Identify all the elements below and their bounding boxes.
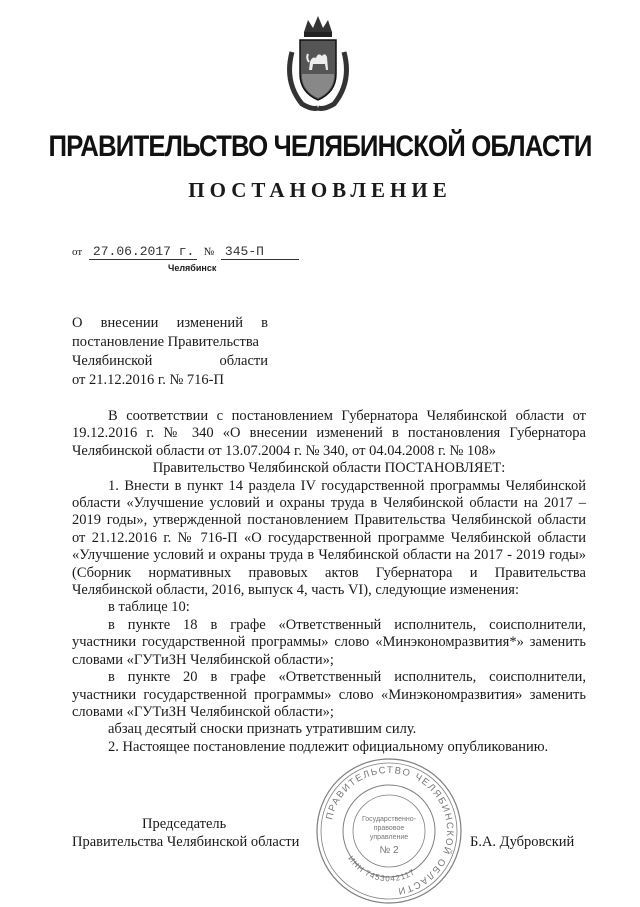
body-paragraph: в пункте 18 в графе «Ответственный исполнитель, соисполнители, участники государственной программы» слово «Минэкономразвития*» заменить словами «ГУТиЗН Челябинской области»; [72,616,586,668]
stamp-bottom-text: ИНН 7453042117 [346,854,417,884]
stamp-center-line1: Государственно- [361,816,417,823]
date-number-line [72,244,303,260]
svg-text:ИНН 7453042117 [346,854,417,883]
organization-title: ПРАВИТЕЛЬСТВО ЧЕЛЯБИНСКОЙ ОБЛАСТИ [48,130,592,163]
signatory-position-line2: Правительства Челябинской области [72,834,300,850]
official-seal-stamp [313,755,465,907]
subject-line: от 21.12.2016 г. № 716-П [72,372,224,388]
document-number: 345-П [221,244,299,260]
subject-line: О внесении изменений в [72,315,268,331]
stamp-center-line3: управление [369,834,409,841]
subject-block [72,314,268,390]
body-paragraph: 1. Внести в пункт 14 раздела IV государственной программы Челябинской области «Улучшение условий и охраны труда в Челябинской области на 2017 – 2019 годы», утвержденной постановлением Правительства Челябинской области от 21.12.2016 г. № 716-П «О государственной программе Челябинской области «Улучшение условий и охраны труда в Челябинской области на 2017 - 2019 годы» (Сборник нормативных правовых актов Губернатора и Правительства Челябинской области, 2016, выпуск 4, часть VI), следующие изменения: [72,477,586,599]
signatory-position-line1: Председатель [142,816,227,832]
body-paragraph: в пункте 20 в графе «Ответственный исполнитель, соисполнители, участники государственной программы» слово «Минэкономразвития» заменить словами «ГУТиЗН Челябинской области»; [72,669,586,720]
body-paragraph: в таблице 10: [108,599,190,616]
document-type: ПОСТАНОВЛЕНИЕ [188,178,452,202]
stamp-ring-text: ПРАВИТЕЛЬСТВО ЧЕЛЯБИНСКОЙ ОБЛАСТИ [324,764,456,897]
document-body [72,408,586,756]
subject-line: Челябинской области [72,353,268,369]
stamp-center-number: № 2 [379,845,399,856]
body-paragraph: абзац десятый сноски признать утратившим силу. [108,721,417,738]
coat-of-arms-emblem [282,12,354,112]
body-paragraph: 2. Настоящее постановление подлежит официальному опубликованию. [108,738,549,755]
document-date: 27.06.2017 г. [89,244,197,260]
stamp-center-line2: правовое [373,825,405,832]
city-label: Челябинск [168,263,217,273]
number-prefix: № [203,246,215,258]
body-paragraph: В соответствии с постановлением Губернатора Челябинской области от 19.12.2016 г. № 340 «О внесении изменений в постановления Губернатора Челябинской области от 13.07.2004 г. № 340, от 04.04.2008 г. № 108» [72,408,586,459]
subject-line: постановление Правительства [72,334,259,350]
resolution-statement: Правительство Челябинской области ПОСТАНОВЛЯЕТ: [152,460,506,477]
signatory-name: Б.А. Дубровский [470,834,575,850]
date-prefix: от [72,246,83,258]
